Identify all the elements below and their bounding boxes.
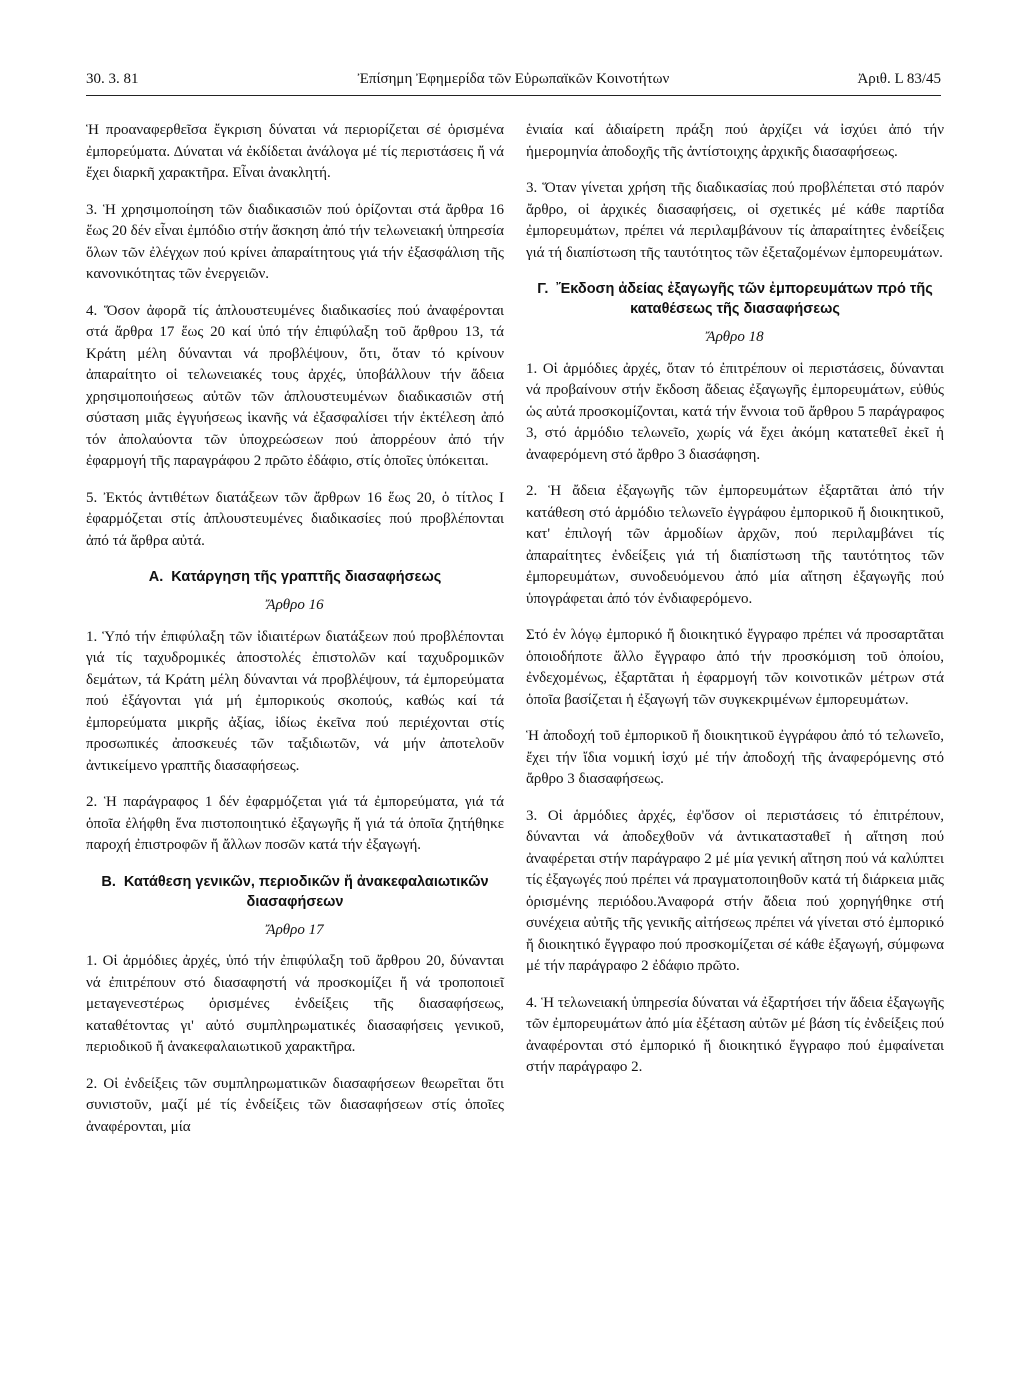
header-journal-title: Ἐπίσημη Ἐφημερίδα τῶν Εὐρωπαϊκῶν Κοινοτήτων	[357, 71, 670, 87]
article-heading-17: Ἄρθρο 17	[266, 921, 324, 938]
section-letter: Γ.	[537, 281, 549, 297]
section-heading-c	[526, 279, 944, 319]
section-heading-b	[86, 872, 504, 912]
paragraph: 4. Ἡ τελωνειακή ὑπηρεσία δύναται νά ἐξαρτήσει τήν ἄδεια ἐξαγωγῆς τῶν ἐμπορευμάτων ἀπό μία ἐξέταση αὐτῶν μέ βάση τίς ἐνδείξεις πού ἀναφέρονται στό ἐμπορικό ἤ διοικητικό ἔγγραφο πού ἐμφαίνεται στήν παράγραφο 2.	[526, 994, 944, 1075]
paragraph: 1. Ὑπό τήν ἐπιφύλαξη τῶν ἰδιαιτέρων διατάξεων πού προβλέπονται γιά τίς ταχυδρομικές ἀποστολές ἐπιστολῶν καί ταχυδρομικῶν δεμάτων, τά Κράτη μέλη δύνανται νά προβλέψουν, τά ἐμπορεύματα πού ἐξάγονται γιά μή ἐμπορικούς σκοπούς, καθώς καί τά ἐμπορεύματα μικρῆς ἀξίας, ἰδίως ἐκεῖνα πού περιέχονται στίς προσωπικές ἀποσκευές τῶν ταξιδιωτῶν, νά μήν ἀποτελοῦν ἀντικείμενο γραπτῆς διασαφήσεως.	[86, 628, 504, 774]
section-heading-a	[86, 567, 504, 587]
paragraph: ἑνιαία καί ἀδιαίρετη πράξη πού ἀρχίζει νά ἰσχύει ἀπό τήν ἡμερομηνία ἀποδοχῆς τῆς ἀντίστοιχης ἀρχικῆς διασαφήσεως.	[526, 122, 944, 160]
paragraph: Ἡ προαναφερθεῖσα ἔγκριση δύναται νά περιορίζεται σέ ὁρισμένα ἐμπορεύματα. Δύναται νά ἐκδίδεται ἀνάλογα μέ τίς περιστάσεις ἤ νά ἔχει διαρκῆ χαρακτῆρα. Εἶναι ἀνακλητή.	[86, 122, 504, 181]
paragraph: 1. Οἱ ἁρμόδιες ἀρχές, ὅταν τό ἐπιτρέπουν οἱ περιστάσεις, δύνανται νά προβαίνουν στήν ἔκδοση ἄδειας ἐξαγωγῆς ἐμπορευμάτων, εὐθύς ὡς αὐτά προσκομίζονται, κατά τήν ἔννοια τοῦ ἄρθρου 5 παράγραφος 3, στό ἁρμόδιο τελωνεῖο, χωρίς νά ἔχει ἀκόμη κατατεθεῖ ἐκεῖ ἡ ἀναφερόμενη στό ἄρθρο 3 διασάφηση.	[526, 360, 944, 463]
section-title: Ἔκδοση ἀδείας ἐξαγωγῆς τῶν ἐμπορευμάτων πρό τῆς καταθέσεως τῆς διασαφήσεως	[556, 281, 933, 317]
section-letter: B.	[101, 873, 116, 890]
header-issue-number: Ἀριθ. L 83/45	[857, 71, 941, 87]
article-heading-18: Ἄρθρο 18	[706, 329, 764, 345]
paragraph: 4. Ὅσον ἀφορᾶ τίς ἁπλουστευμένες διαδικασίες πού ἀναφέρονται στά ἄρθρα 17 ἕως 20 καί ὑπό τήν ἐπιφύλαξη τοῦ ἄρθρου 13, τά Κράτη μέλη δύνανται νά προβλέψουν, ὅτι, ὅταν τό κρίνουν ἀπαραίτητο οἱ τελωνειακές τους ἀρχές, ὑποβάλλουν τήν ἄδεια χρησιμοποιήσεως αὐτῶν τῶν ἁπλουστευμένων διαδικασιῶν στή σύσταση μιᾶς ἐγγυήσεως ἱκανῆς νά ἐξασφαλίσει τήν ἐκτέλεση ἀπό τόν ἀπολαύοντα τῶν ὑποχρεώσεων πού ἀπορρέουν ἀπό τήν ἐφαρμογή τῆς παραγράφου 2 πρῶτο ἐδάφιο, στίς ὁποῖες ὑπόκειται.	[86, 302, 504, 469]
paragraph: 3. Ἡ χρησιμοποίηση τῶν διαδικασιῶν πού ὁρίζονται στά ἄρθρα 16 ἕως 20 δέν εἶναι ἐμπόδιο στήν ἄσκηση ἀπό τήν τελωνειακή ὑπηρεσία ὅλων τῶν ἐλέγχων πού κρίνει ἀπαραίτητους γιά τήν ἐξασφάλιση τῆς κανονικότητας τῶν ἐνεργειῶν.	[86, 201, 504, 282]
article-heading-16: Ἄρθρο 16	[266, 597, 324, 613]
paragraph: 2. Οἱ ἐνδείξεις τῶν συμπληρωματικῶν διασαφήσεων θεωρεῖται ὅτι συνιστοῦν, μαζί μέ τίς ἐνδείξεις τῶν διασαφήσεων στίς ὁποῖες ἀναφέρονται, μία	[86, 1075, 504, 1135]
paragraph: 3. Οἱ ἁρμόδιες ἀρχές, ἐφ'ὅσον οἱ περιστάσεις τό ἐπιτρέπουν, δύνανται νά ἀποδεχθοῦν νά ἀντικατασταθεῖ ἡ αἴτηση πού ἀναφέρεται στήν παράγραφο 2 μέ μία γενική αἴτηση πού νά καλύπτει τίς ἐξαγωγές πού πρέπει νά πραγματοποιηθοῦν κατά τή διάρκεια μιᾶς ὁρισμένης περιόδου.Ἀναφορά στήν ἄδεια πού χορηγήθηκε στή συνέχεια αὐτῆς τῆς γενικῆς αἰτήσεως πρέπει νά γίνεται στό ἐμπορικό ἤ διοικητικό ἔγγραφο πού προσκομίζεται σέ κάθε ἐξαγωγή, σύμφωνα μέ τήν παράγραφο 2 ἐδάφιο πρῶτο.	[526, 807, 944, 974]
paragraph: Ἡ ἀποδοχή τοῦ ἐμπορικοῦ ἤ διοικητικοῦ ἐγγράφου ἀπό τό τελωνεῖο, ἔχει τήν ἴδια νομική ἰσχύ μέ τήν ἀποδοχή τῆς ἀναφερόμενης στό ἄρθρο 3 διασαφήσεως.	[526, 728, 944, 787]
paragraph: 2. Ἡ ἄδεια ἐξαγωγῆς τῶν ἐμπορευμάτων ἐξαρτᾶται ἀπό τήν κατάθεση στό ἁρμόδιο τελωνεῖο ἐγγράφου ἐμπορικοῦ ἤ διοικητικοῦ, κατ' ἐπιλογή τῶν ἁρμοδίων ἀρχῶν, πού περιλαμβάνει τίς ἀπαραίτητες ἐνδείξεις γιά τή διαπίστωση τῆς ταυτότητος τῶν ἐμπορευμάτων, συνοδευόμενου ἀπό μία αἴτηση ἐξαγωγῆς πού ὑπογράφεται ἀπό τόν ἐνδιαφερόμενο.	[526, 483, 944, 607]
paragraph: 3. Ὅταν γίνεται χρήση τῆς διαδικασίας πού προβλέπεται στό παρόν ἄρθρο, οἱ ἀρχικές διασαφήσεις, οἱ σχετικές μέ κάθε παρτίδα ἐμπορευμάτων, πρέπει νά περιλαμβάνουν τίς ἀπαραίτητες ἐνδείξεις γιά τή διαπίστωση τῆς ταυτότητος τῶν ἐξεταζομένων ἐμπορευμάτων.	[526, 180, 944, 261]
section-letter: A.	[148, 569, 164, 585]
paragraph: 1. Οἱ ἁρμόδιες ἀρχές, ὑπό τήν ἐπιφύλαξη τοῦ ἄρθρου 20, δύνανται νά ἐπιτρέπουν στό διασαφηστή νά προσκομίζει ἤ νά τροποποιεῖ μεταγενεστέρως ὁρισμένες ἐνδείξεις τῆς διασαφήσεως, καταθέτοντας γι' αὐτό συμπληρωματικές διασαφήσεις γενικοῦ, περιοδικοῦ ἤ ἀνακεφαλαιωτικοῦ χαρακτῆρα.	[86, 953, 504, 1055]
paragraph: 5. Ἐκτός ἀντιθέτων διατάξεων τῶν ἄρθρων 16 ἕως 20, ὁ τίτλος I ἐφαρμόζεται στίς ἁπλουστευμένες διαδικασίες πού προβλέπονται ἀπό τά ἄρθρα αὐτά.	[86, 489, 504, 549]
paragraph: Στό ἐν λόγῳ ἐμπορικό ἤ διοικητικό ἔγγραφο πρέπει νά προσαρτᾶται ὁποιοδήποτε ἄλλο ἔγγραφο ἀπό τήν προσκόμιση τοῦ ὁποίου, ἐνδεχομένως, ἐξαρτᾶται ἡ ἐφαρμογή τῶν κοινοτικῶν μέτρων στά ὁποῖα βασίζεται ἡ ἐξαγωγή τῶν συγκεκριμένων ἐμπορευμάτων.	[526, 627, 944, 708]
page-header	[86, 71, 941, 96]
section-title: Κατάργηση τῆς γραπτῆς διασαφήσεως	[171, 569, 442, 585]
paragraph: 2. Ἡ παράγραφος 1 δέν ἐφαρμόζεται γιά τά ἐμπορεύματα, γιά τά ὁποῖα ἐλήφθη ἕνα πιστοποιητικό ἐξαγωγῆς ἤ γιά τά ὁποῖα ζητήθηκε παροχή ἐπιστροφῶν ἤ ἄλλων ποσῶν κατά τήν ἐξαγωγή.	[86, 794, 504, 853]
left-column	[86, 120, 504, 1153]
section-title: Κατάθεση γενικῶν, περιοδικῶν ἤ ἀνακεφαλαιωτικῶν διασαφήσεων	[123, 873, 489, 910]
right-column	[526, 120, 944, 1094]
header-date: 30. 3. 81	[86, 71, 139, 87]
